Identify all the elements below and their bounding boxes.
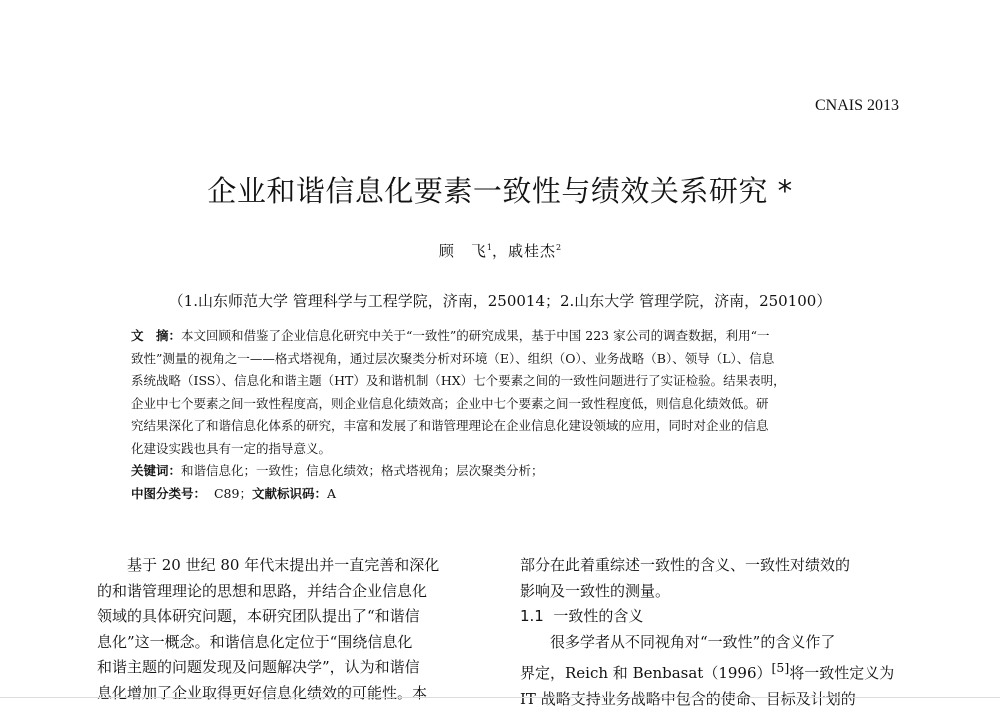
body-line: 领域的具体研究问题，本研究团队提出了“和谐信 <box>97 604 489 630</box>
author-affiliation-mark: 1 <box>487 243 492 252</box>
classification-code: C89； <box>214 486 252 501</box>
body-line: IT 战略支持业务战略中包含的使命、目标及计划的 <box>520 687 912 712</box>
abstract-line: 企业中七个要素之间一致性程度高，则企业信息化绩效高；企业中七个要素之间一致性程度低，则信息化绩效低。研 <box>131 393 871 416</box>
section-heading <box>520 604 912 630</box>
abstract-line <box>131 325 871 348</box>
keywords-label: 关键词： <box>131 463 181 478</box>
section-title: 一致性的含义 <box>553 607 643 625</box>
author-separator: ， <box>492 242 508 260</box>
author-line <box>0 240 1000 261</box>
body-text: 将一致性定义为 <box>789 664 894 682</box>
doc-code: A <box>327 486 336 501</box>
body-text: 界定，Reich 和 Benbasat（1996） <box>520 664 772 682</box>
author-name: 戚桂杰 <box>508 242 556 260</box>
abstract-line: 究结果深化了和谐信息化体系的研究，丰富和发展了和谐管理理论在企业信息化建设领域的应用，同时对企业的信息 <box>131 415 871 438</box>
affiliation: （1.山东师范大学 管理科学与工程学院，济南，250014；2.山东大学 管理学院，济南，250100） <box>0 290 1000 311</box>
body-line: 息化”这一概念。和谐信息化定位于“围绕信息化 <box>97 630 489 656</box>
keywords-line <box>131 460 871 483</box>
keywords-text: 和谐信息化；一致性；信息化绩效；格式塔视角；层次聚类分析； <box>181 463 544 478</box>
classification-label: 中图分类号： <box>131 486 206 501</box>
conference-label: CNAIS 2013 <box>815 97 899 115</box>
body-line: 影响及一致性的测量。 <box>520 579 912 605</box>
abstract-label: 文 摘： <box>131 328 181 343</box>
classification-line <box>131 483 871 506</box>
page-bottom-edge <box>0 697 1000 698</box>
body-line: 的和谐管理理论的思想和思路，并结合企业信息化 <box>97 579 489 605</box>
body-line: 和谐主题的问题发现及问题解决学”，认为和谐信 <box>97 655 489 681</box>
citation-ref: [5] <box>772 660 790 675</box>
abstract-block <box>131 325 871 505</box>
abstract-line: 化建设实践也具有一定的指导意义。 <box>131 438 871 461</box>
author-affiliation-mark: 2 <box>556 243 561 252</box>
doc-code-label: 文献标识码： <box>252 486 327 501</box>
body-line: 息化增加了企业取得更好信息化绩效的可能性。本 <box>97 681 489 707</box>
abstract-text: 本文回顾和借鉴了企业信息化研究中关于“一致性”的研究成果，基于中国 223 家公司的调查数据，利用“一 <box>181 328 769 343</box>
section-number: 1.1 <box>520 607 544 625</box>
body-left-column <box>97 553 489 706</box>
body-line <box>520 655 912 687</box>
author-name: 顾 飞 <box>439 242 487 260</box>
body-right-column <box>520 553 912 712</box>
body-line: 很多学者从不同视角对“一致性”的含义作了 <box>520 630 912 656</box>
paper-title: 企业和谐信息化要素一致性与绩效关系研究 * <box>0 169 1000 210</box>
body-line: 部分在此着重综述一致性的含义、一致性对绩效的 <box>520 553 912 579</box>
abstract-line: 致性”测量的视角之一——格式塔视角，通过层次聚类分析对环境（E）、组织（O）、业务战略（B）、领导（L）、信息 <box>131 348 871 371</box>
body-line: 基于 20 世纪 80 年代末提出并一直完善和深化 <box>97 553 489 579</box>
abstract-line: 系统战略（ISS）、信息化和谐主题（HT）及和谐机制（HX）七个要素之间的一致性问题进行了实证检验。结果表明， <box>131 370 871 393</box>
